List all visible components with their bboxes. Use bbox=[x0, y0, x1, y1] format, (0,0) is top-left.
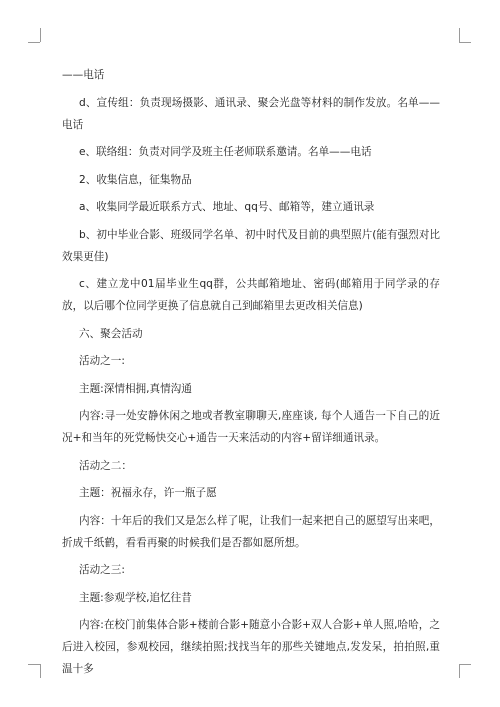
crop-mark-top-right bbox=[459, 42, 471, 43]
document-body bbox=[62, 64, 440, 686]
paragraph: d、宣传组：负责现场摄影、通讯录、聚会光盘等材料的制作发放。名单——电话 bbox=[62, 96, 440, 131]
paragraph: c、建立龙中01届毕业生qq群，公共邮箱地址、密码(邮箱用于同学录的存放，以后哪个位同学更换了信息就自己到邮箱里去更改相关信息) bbox=[62, 278, 440, 312]
crop-mark-top-right bbox=[459, 28, 460, 42]
paragraph: 2、收集信息，征集物品 bbox=[79, 173, 192, 186]
paragraph: 内容:在校门前集体合影+楼前合影+随意小合影+双人合影+单人照,哈哈，之后进入校园，参观校园，继续拍照;找找当年的那些关键地点,发发呆，拍拍照,重温十多 bbox=[62, 619, 440, 675]
crop-mark-bottom-right bbox=[459, 664, 460, 678]
paragraph: 活动之一: bbox=[79, 355, 125, 367]
section-heading: 六、聚会活动 bbox=[79, 327, 143, 340]
crop-mark-bottom-left bbox=[28, 664, 40, 665]
paragraph: ——电话 bbox=[62, 69, 105, 81]
paragraph: 主题:深情相拥,真情沟通 bbox=[79, 382, 192, 395]
crop-mark-bottom-right bbox=[459, 664, 471, 665]
paragraph: a、收集同学最近联系方式、地址、qq号、邮箱等，建立通讯录 bbox=[79, 201, 375, 213]
paragraph: 活动之二： bbox=[79, 459, 132, 472]
paragraph: 内容：十年后的我们又是怎么样了呢，让我们一起来把自己的愿望写出来吧，折成千纸鹤，看看再聚的时候我们是否都如愿所想。 bbox=[62, 514, 440, 549]
paragraph: 主题:参观学校,追忆往昔 bbox=[79, 591, 192, 604]
paragraph: e、联络组：负责对同学及班主任老师联系邀请。名单——电话 bbox=[79, 146, 372, 158]
crop-mark-bottom-left bbox=[40, 664, 41, 678]
paragraph: 主题：祝福永存，许一瓶子愿 bbox=[79, 487, 217, 499]
paragraph: 活动之三: bbox=[79, 564, 125, 576]
crop-mark-top-left bbox=[40, 28, 41, 42]
paragraph: b、初中毕业合影、班级同学名单、初中时代及目前的典型照片(能有强烈对比效果更佳) bbox=[62, 228, 440, 263]
paragraph: 内容:寻一处安静休闲之地或者教室聊聊天,座座谈, 每个人通告一下自己的近况+和当年的死党畅快交心+通告一天来活动的内容+留详细通讯录。 bbox=[62, 410, 440, 444]
crop-mark-top-left bbox=[28, 42, 40, 43]
